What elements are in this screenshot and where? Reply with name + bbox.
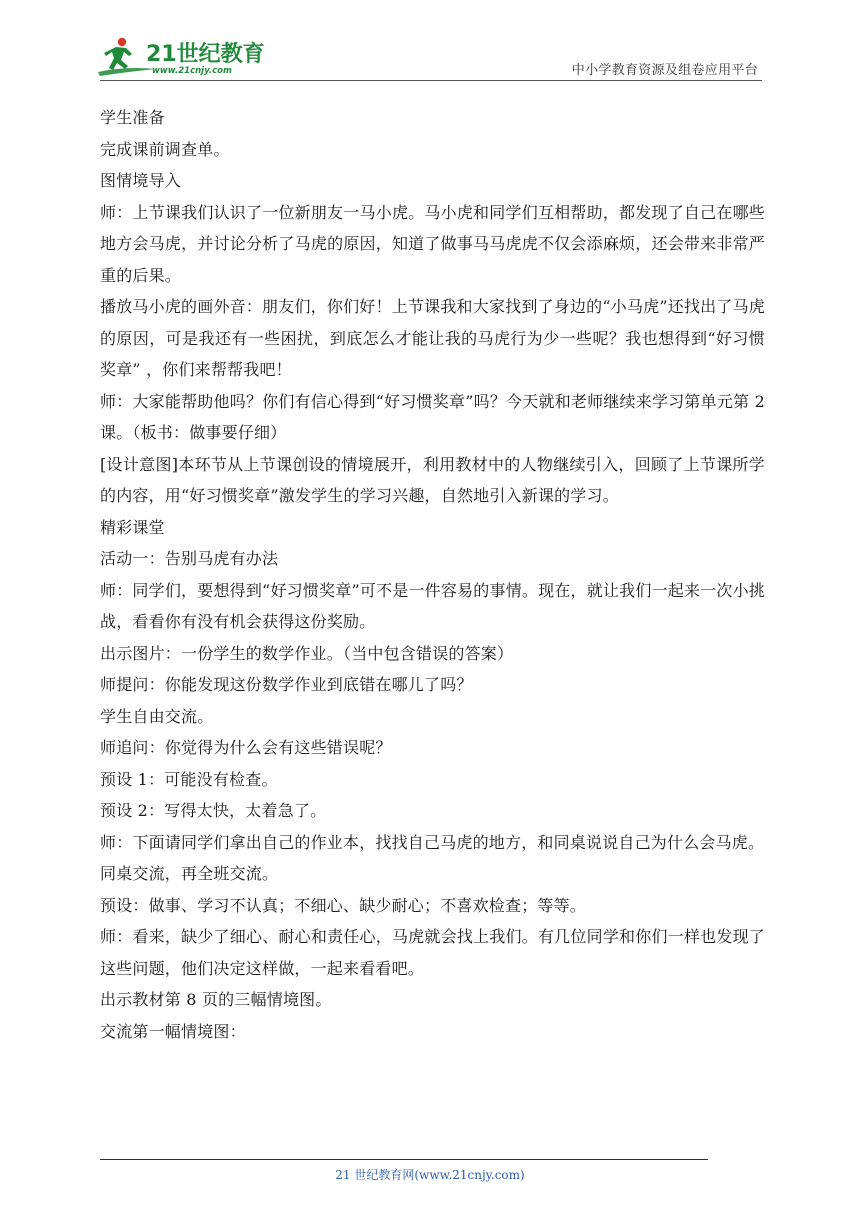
paragraph: 学生自由交流。: [100, 706, 214, 726]
paragraph: 预设 2：写得太快，太着急了。: [100, 801, 327, 820]
platform-name: 中小学教育资源及组卷应用平台: [571, 63, 758, 78]
logo-url: www.21cnjy.com: [152, 66, 232, 76]
paragraph: 完成课前调查单。: [100, 139, 230, 159]
document-body: [100, 102, 765, 1047]
paragraph: 预设 1：可能没有检查。: [100, 769, 278, 789]
paragraph: 播放马小虎的画外音：朋友们，你们好！上节课我和大家找到了身边的“小马虎”还找出了马虎的原因，可是我还有一些困扰，到底怎么才能让我的马虎行为少一些呢？我也想得到“好习惯奖章” ，你们来帮帮我吧！: [100, 297, 765, 379]
paragraph: 师：同学们，要想得到“好习惯奖章”可不是一件容易的事情。现在，就让我们一起来一次小挑战，看看你有没有机会获得这份奖励。: [100, 580, 765, 631]
paragraph: 出示教材第 8 页的三幅情境图。: [100, 990, 332, 1009]
footer-link[interactable]: 21 世纪教育网(www.21cnjy.com): [335, 1168, 525, 1182]
section-heading: 图情境导入: [100, 171, 182, 190]
paragraph: 同桌交流，再全班交流。: [100, 864, 279, 883]
paragraph: 交流第一幅情境图：: [100, 1021, 246, 1041]
footer-divider: [100, 1159, 708, 1160]
paragraph: 师追问：你觉得为什么会有这些错误呢？: [100, 738, 392, 757]
paragraph: 出示图片：一份学生的数学作业。（当中包含错误的答案）: [100, 643, 514, 663]
activity-heading: 活动一：告别马虎有办法: [100, 549, 279, 568]
paragraph: 师：看来，缺少了细心、耐心和责任心，马虎就会找上我们。有几位同学和你们一样也发现了这些问题，他们决定这样做，一起来看看吧。: [100, 927, 765, 978]
paragraph: 师：上节课我们认识了一位新朋友一马小虎。马小虎和同学们互相帮助，都发现了自己在哪些地方会马虎，并讨论分析了马虎的原因，知道了做事马马虎虎不仅会添麻烦，还会带来非常严重的后果。: [100, 202, 765, 285]
paragraph: 师：大家能帮助他吗？你们有信心得到“好习惯奖章”吗？今天就和老师继续来学习第单元第 2 课。（板书：做事要仔细）: [100, 391, 765, 442]
paragraph: 师：下面请同学们拿出自己的作业本，找找自己马虎的地方，和同桌说说自己为什么会马虎。: [100, 832, 765, 852]
page-header: [0, 0, 860, 80]
logo-21cnjy: [96, 36, 266, 80]
logo-text: 21世纪教育: [146, 42, 265, 67]
paragraph: 学生准备: [100, 108, 165, 127]
design-intent: [设计意图]本环节从上节课创设的情境展开，利用教材中的人物继续引入，回顾了上节课所学的内容，用“好习惯奖章”激发学生的学习兴趣，自然地引入新课的学习。: [100, 454, 765, 505]
paragraph: 师提问：你能发现这份数学作业到底错在哪儿了吗？: [100, 675, 473, 694]
section-heading: 精彩课堂: [100, 517, 165, 537]
header-divider: [100, 80, 762, 81]
paragraph: 预设：做事、学习不认真；不细心、缺少耐心；不喜欢检查；等等。: [100, 895, 587, 915]
